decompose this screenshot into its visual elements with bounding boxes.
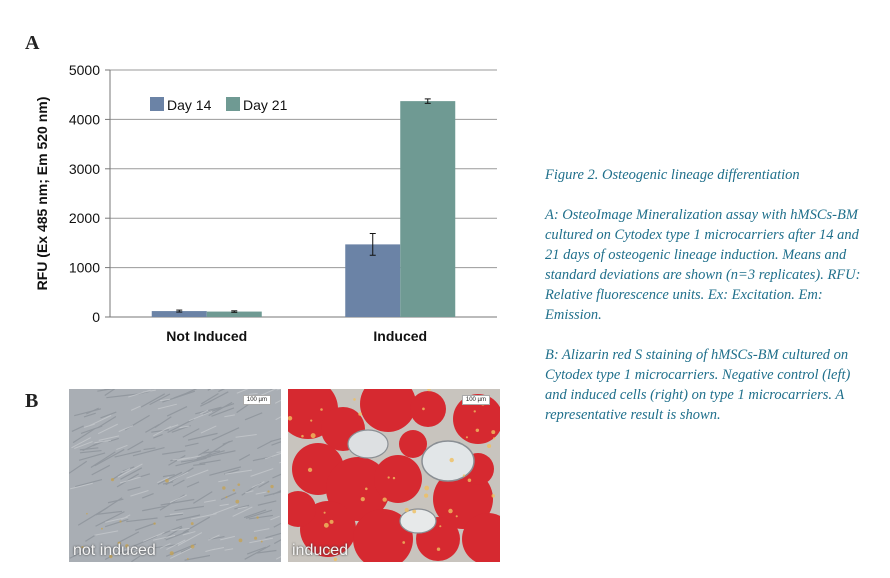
x-tick-label-0: Not Induced [166,328,248,344]
y-tick-label-2: 2000 [68,210,100,227]
legend-swatch-1 [226,97,240,111]
photo-label-not-induced: not induced [73,542,156,559]
caption-title: Figure 2. Osteogenic lineage differentiation [545,167,800,183]
panel-b-letter: B [25,390,39,412]
figure-caption [545,165,875,425]
micrograph-induced [288,389,500,562]
caption-paragraph-b: B: Alizarin red S staining of hMSCs-BM cultured on Cytodex type 1 microcarriers. Negative control (left) and induced cells (right) on type 1 microcarriers. A representative result is shown. [545,347,851,423]
scale-bar-right: 100 µm [462,395,490,405]
y-axis-label: RFU (Ex 485 nm; Em 520 nm) [34,96,50,291]
y-tick-label-4: 4000 [68,111,100,128]
legend-swatch-0 [150,97,164,111]
y-tick-label-0: 0 [92,309,100,325]
y-tick-label-5: 5000 [68,62,100,78]
scale-bar-left: 100 µm [243,395,271,405]
y-tick-label-1: 1000 [68,259,100,276]
photo-induced [288,389,500,562]
panel-a-letter: A [25,32,40,54]
bar-chart [0,0,530,370]
legend-label-0: Day 14 [167,97,212,113]
caption-paragraph-a: A: OsteoImage Mineralization assay with hMSCs-BM cultured on Cytodex type 1 microcarriers after 14 and 21 days of osteogenic lineage induction. Means and standard deviations are shown (n=3 replicates). RFU: Relative fluorescence units. Ex: Excitation. Em: Emission. [545,207,861,323]
bar-induced-day-21 [400,101,455,317]
legend-label-1: Day 21 [243,97,288,113]
photo-not-induced [69,389,281,562]
micrograph-not-induced [69,389,281,562]
photo-label-induced: induced [292,542,349,559]
y-tick-label-3: 3000 [68,160,100,177]
x-tick-label-1: Induced [373,328,428,344]
